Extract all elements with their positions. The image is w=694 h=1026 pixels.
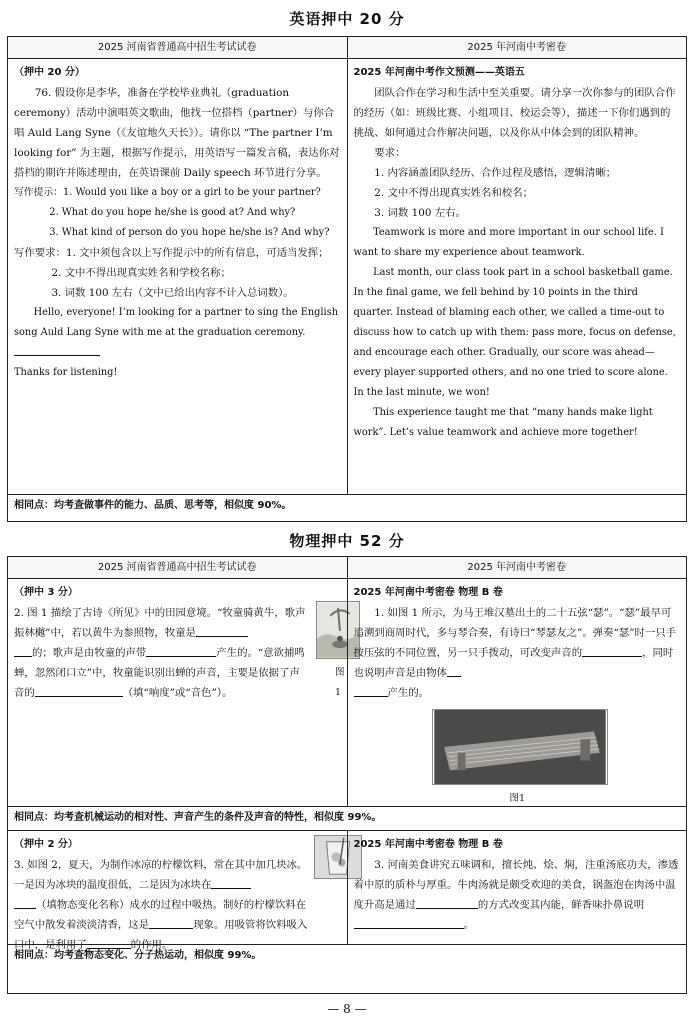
figure-1-se-instrument-photo [432,709,608,785]
english-common-point: 相同点：均考查做事件的能力、品质、思考等，相似度 90%。 [14,500,292,511]
answer-blank [196,625,248,637]
english-left-req-3: 3. 词数 100 左右（文中已给出内容不计入总词数）。 [51,287,294,299]
figure-1-caption: 图 1 [335,667,345,698]
english-left-question: 76. 假设你是李华，准备在学校毕业典礼（graduation ceremony）活动中演唱英文歌曲，他找一位搭档（partner）与你合唱 Auld Lang Syne（《友谊地久天长》）。请你以 “The partner I’m looking for” 为主题，根据写作提示，用英语写一篇发言稿，表达你对搭档的期许并陈述理由，在英语课前 Daily speech 环节进行分享。 [14,87,340,179]
english-right-req-1: 1. 内容涵盖团队经历、合作过程及感悟，逻辑清晰； [374,167,617,179]
english-left-score: （押中 20 分） [14,67,85,78]
english-comparison-table [7,36,687,522]
answer-blank [14,344,100,356]
physics-row1-left-score: （押中 3 分） [14,587,78,598]
physics-comparison-table [7,556,687,994]
physics-row2-right-question: 3. 河南美食讲究五味调和，擅长炖、烩、焖，注重汤底功夫，渗透着中原的质朴与厚重。牛肉汤就是颇受欢迎的美食，锅盔泡在肉汤中温度升高是通过 的方式改变其内能，鲜香味扑鼻说明。 [353,859,679,931]
physics-row-2 [8,831,686,951]
answer-blank [582,645,642,657]
english-right-para-3: This experience taught me that “many hands make light work”. Let’s value teamwork and achieve more together! [353,407,653,438]
answer-blank [146,645,216,657]
physics-row1-common-point: 相同点：均考查机械运动的相对性、声音产生的条件及声音的特性，相似度 99%。 [8,807,686,831]
english-section-title: 英语押中 20 分 [289,10,405,28]
physics-row2-common-point: 相同点：均考查物态变化、分子热运动，相似度 99%。 [14,950,262,961]
page-number: — 8 — [327,1002,367,1016]
english-right-title: 2025 年河南中考作文预测——英语五 [353,67,525,78]
english-right-cell [347,59,687,494]
answer-blank [35,685,123,697]
english-left-opening: Hello, everyone! I’m looking for a partner to sing the English song Auld Lang Syne with me at the graduation ceremony. [14,303,341,363]
english-req-label: 写作要求： [14,247,66,259]
physics-row1-right-cell [347,579,687,806]
physics-row1-right-question: 1. 如图 1 所示，为马王堆汉墓出土的二十五弦“瑟”。“瑟”最早可追溯到商周时代，多与琴合奏，有诗曰“琴瑟友之”。弹奏“瑟”时一只手按压弦的不同位置，另一只手拨动，可改变声音的 ，同时也说明声音是由物体 产生的。 [353,607,677,699]
physics-left-header: 2025 河南省普通高中招生考试试卷 [97,562,257,573]
answer-blank [149,917,193,929]
english-left-req-1: 写作要求：1. 文中须包含以上写作提示中的所有信息，可适当发挥； [14,247,329,259]
physics-row2-left-score: （押中 2 分） [14,839,78,850]
physics-row2-left-question: 3. 如图 2，夏天，为制作冰凉的柠檬饮料，常在其中加几块冰。一是因为冰块的温度很低，二是因为冰块在 （填物态变化名称）成水的过程中吸热。制好的柠檬饮料在空气中散发着淡淡清香，这是 现象。用吸管将饮料吸入口中，是利用了 的作用。 [14,859,308,951]
english-left-req-2: 2. 文中不得出现真实姓名和学校名称； [51,267,231,279]
english-left-hint-2: 2. What do you hope he/she is good at? And why? [49,207,296,218]
answer-blank [14,645,32,657]
english-right-para-1: Teamwork is more and more important in our school life. I want to share my experience about teamwork. [353,227,664,258]
answer-blank [87,937,131,949]
physics-row1-left-cell [8,579,347,806]
english-right-prompt: 团队合作在学习和生活中至关重要。请分享一次你参与的团队合作的经历（如：班级比赛、小组项目、校运会等），描述一下你们遇到的挑战、如何通过合作解决问题，以及你从中体会到的团队精神。 [353,87,676,139]
english-left-closing: Thanks for listening! [14,367,118,378]
physics-row1-left-question: 2. 图 1 描绘了古诗《所见》中的田园意境。“牧童骑黄牛，歌声振林樾”中，若以黄牛为参照物，牧童是 的；歌声是由牧童的声带 产生的。“意欲捕鸣蝉，忽然闭口立”中，牧童能识别出蝉的声音，主要是依据了声音的 （填“响度”或“音色”）。 [14,607,306,699]
physics-row2-right-title: 2025 年河南中考密卷 物理 B 卷 [353,839,503,850]
english-left-cell [8,59,347,494]
physics-row-1 [8,579,686,807]
answer-blank [211,877,251,889]
english-table-header [8,37,686,59]
physics-table-header [8,557,686,579]
english-right-para-2: Last month, our class took part in a school basketball game. In the final game, we fell behind by 10 points in the third quarter. Instead of blaming each other, we called a time-out to discuss how to catch up with them: pass more, focus on defense, and encourage each other. Gradually, our score was ahead—every player supported others, and no one tried to score alone. In the last minute, we won! [353,267,676,398]
english-right-req-label: 要求： [374,147,406,159]
english-right-req-3: 3. 词数 100 左右。 [374,207,466,219]
answer-blank [447,665,461,677]
answer-blank [14,897,36,909]
answer-blank [354,685,388,697]
english-hint-label: 写作提示： [14,187,63,198]
english-content-row [8,59,686,495]
english-left-hint-3: 3. What kind of person do you hope he/she is? And why? [49,227,330,238]
physics-right-header: 2025 年河南中考密卷 [347,557,687,578]
english-right-req-2: 2. 文中不得出现真实姓名和校名； [374,187,533,199]
answer-blank [416,897,478,909]
english-right-header: 2025 年河南中考密卷 [347,37,687,58]
figure-1-right-caption: 图1 [509,793,526,804]
physics-row2-right-cell [347,831,687,944]
physics-section-title: 物理押中 52 分 [289,532,405,550]
english-left-header: 2025 河南省普通高中招生考试试卷 [97,42,257,53]
english-left-hint-1: 写作提示：1. Would you like a boy or a girl to be your partner? [14,187,321,198]
physics-row1-right-title: 2025 年河南中考密卷 物理 B 卷 [353,587,503,598]
answer-blank [354,917,464,929]
physics-row2-left-cell [8,831,347,951]
